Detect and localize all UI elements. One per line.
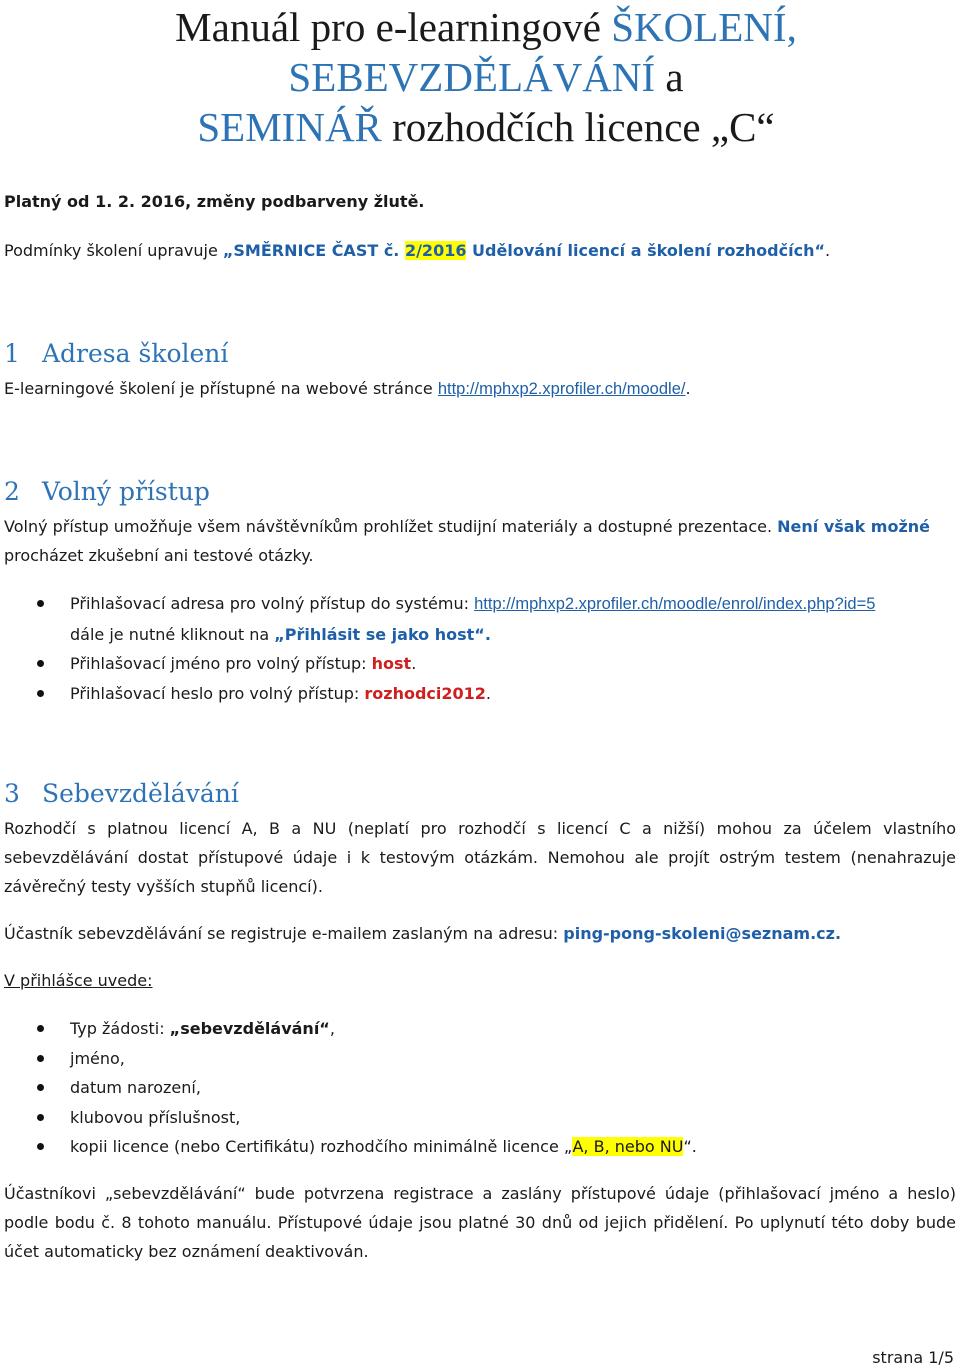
conditions-text: Podmínky školení upravuje [4, 241, 223, 260]
registration-text: Účastník sebevzdělávání se registruje e-mailem zaslaným na adresu: [4, 924, 564, 943]
title-text: Manuál pro e-learningové [175, 4, 612, 50]
section-3-paragraph-3: Účastníkovi „sebevzdělávání“ bude potvrzena registrace a zaslány přístupové údaje (přihlašovací jméno a heslo) podle bodu č. 8 tohoto manuálu. Přístupové údaje jsou platné 30 dnů od jejich přidělení. Po uplynutí této doby bude účet automaticky bez oznámení deaktivován. [4, 1184, 956, 1261]
bullet-icon [37, 1025, 44, 1032]
section-2-sentence-end: procházet zkušební ani testové otázky. [4, 546, 314, 565]
section-1-text [4, 374, 956, 404]
request-type-comma: , [329, 1019, 335, 1038]
list-item [0, 679, 960, 709]
username-value: host [371, 654, 412, 673]
request-type-label: Typ žádosti: [70, 1019, 170, 1038]
request-type-value: „sebevzdělávání“ [169, 1019, 330, 1038]
item-license-end: “. [683, 1137, 697, 1156]
username-label: Přihlašovací jméno pro volný přístup: [70, 654, 372, 673]
title-highlight-training: ŠKOLENÍ, SEBEVZDĚLÁVÁNÍ [288, 4, 797, 100]
section-1-number: 1 [4, 339, 20, 368]
enrol-link[interactable]: http://mphxp2.xprofiler.ch/moodle/enrol/index.php?id=5 [474, 595, 876, 613]
bullet-icon [37, 1143, 44, 1150]
application-list [0, 1014, 960, 1162]
list-item [0, 1044, 960, 1074]
validity-note: Platný od 1. 2. 2016, změny podbarveny žlutě. [4, 192, 425, 211]
conditions-paragraph [4, 236, 956, 265]
bullet-icon [37, 1114, 44, 1121]
section-3-title: Sebevzdělávání [42, 779, 239, 808]
login-url-label: Přihlašovací adresa pro volný přístup do systému: [70, 594, 475, 613]
bullet-icon [37, 1055, 44, 1062]
directive-title: Udělování licencí a školení rozhodčích“ [466, 241, 825, 260]
section-1-period: . [685, 379, 691, 398]
section-2-title: Volný přístup [42, 477, 210, 506]
list-item [0, 589, 960, 649]
title-highlight-seminar: SEMINÁŘ [197, 104, 382, 150]
guest-login-action: „Přihlásit se jako host“ [274, 624, 485, 644]
document-title [16, 2, 956, 152]
item-name: jméno, [70, 1048, 125, 1068]
list-item [0, 1132, 960, 1162]
bullet-icon [37, 690, 44, 697]
section-3-number: 3 [4, 779, 20, 808]
item-birthdate: datum narození, [70, 1078, 201, 1097]
section-2-heading [4, 476, 210, 508]
item-license-copy: kopii licence (nebo Certifikátu) rozhodčího minimálně licence „ [70, 1137, 573, 1156]
free-access-list [0, 589, 960, 708]
title-text-connector: a [655, 54, 684, 100]
section-2-number: 2 [4, 477, 20, 506]
list-item [0, 1014, 960, 1044]
login-instruction: dále je nutné kliknout na [70, 624, 275, 644]
section-2-warning: Není však možné [777, 517, 930, 536]
list-item [0, 1103, 960, 1133]
page-number: strana 1/5 [872, 1348, 954, 1367]
section-1-title: Adresa školení [42, 339, 229, 368]
section-3-paragraph-1: Rozhodčí s platnou licencí A, B a NU (neplatí pro rozhodčí s licencí C a nižší) mohou za účelem vlastního sebevzdělávání dostat přístupové údaje i k testovým otázkám. Nemohou ale projít ostrým testem (nenahrazuje závěrečný testy vyšších stupňů licencí). [4, 819, 956, 896]
conditions-period: . [824, 241, 831, 260]
login-instruction-period: . [484, 624, 491, 644]
password-value: rozhodci2012 [364, 683, 486, 703]
directive-number: 2/2016 [404, 241, 467, 260]
item-club: klubovou příslušnost, [70, 1107, 241, 1127]
section-1-sentence: E-learningové školení je přístupné na webové stránce [4, 379, 438, 398]
registration-email[interactable]: ping-pong-skoleni@seznam.cz. [563, 924, 842, 943]
section-2-sentence: Volný přístup umožňuje všem návštěvníkům prohlížet studijní materiály a dostupné prezentace. [4, 517, 778, 536]
password-period: . [485, 683, 491, 703]
title-text-end: rozhodčích licence „C“ [381, 104, 775, 150]
license-levels-highlight: A, B, nebo NU [572, 1137, 684, 1156]
application-label: V přihlášce uvede: [4, 971, 153, 990]
username-period: . [411, 654, 417, 673]
password-label: Přihlašovací heslo pro volný přístup: [70, 683, 365, 703]
moodle-link[interactable]: http://mphxp2.xprofiler.ch/moodle/ [437, 380, 686, 398]
directive-name: „SMĚRNICE ČAST č. [222, 241, 405, 260]
section-3-paragraph-2 [4, 919, 956, 948]
bullet-icon [37, 660, 44, 667]
bullet-icon [37, 600, 44, 607]
bullet-icon [37, 1084, 44, 1091]
section-3-heading [4, 778, 239, 810]
list-item [0, 1073, 960, 1103]
section-2-text [4, 512, 956, 570]
section-1-heading [4, 338, 228, 370]
list-item [0, 649, 960, 679]
